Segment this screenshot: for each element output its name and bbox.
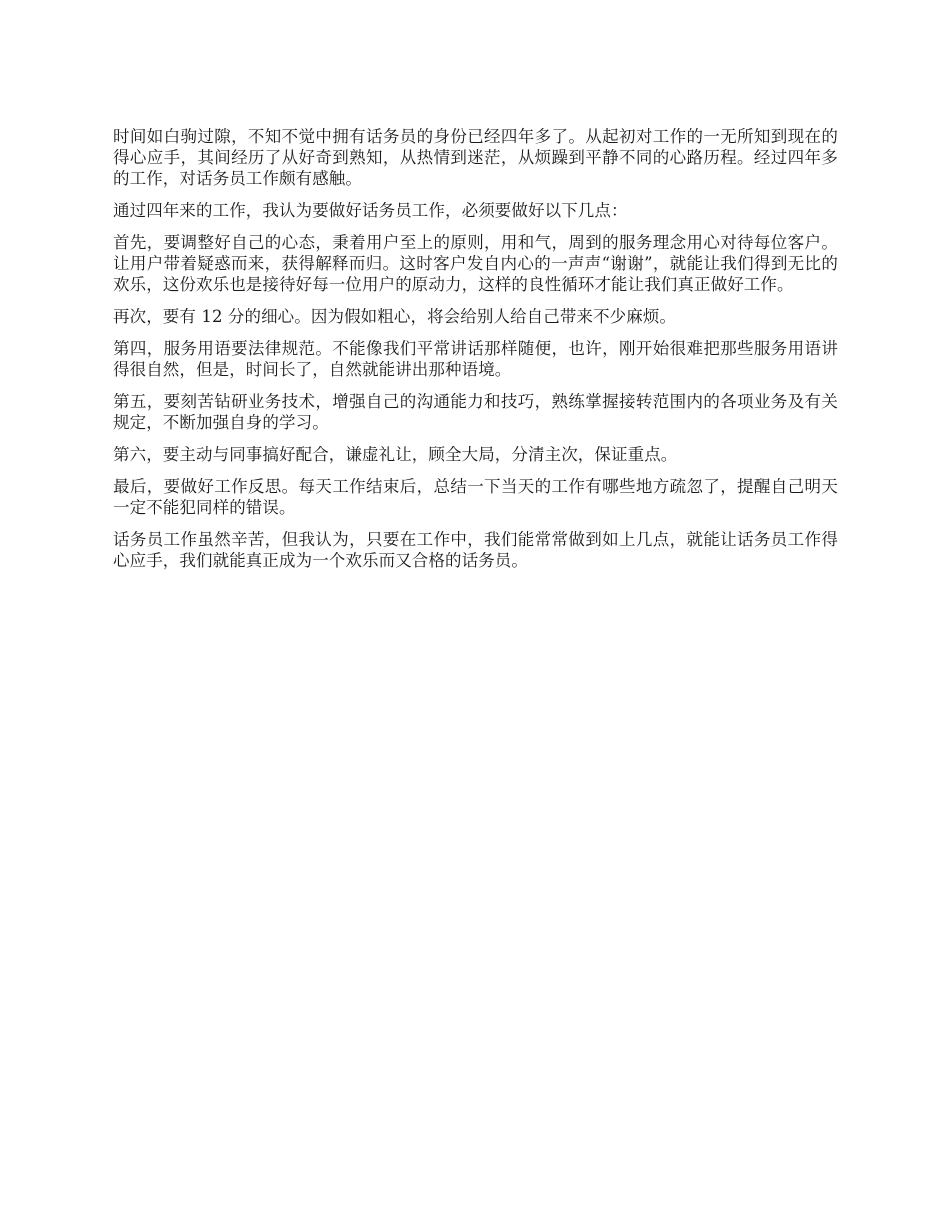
paragraph-fourth-point: 第四，服务用语要法律规范。不能像我们平常讲话那样随便，也许，刚开始很难把那些服务用语讲得很自然，但是，时间长了，自然就能讲出那种语境。 <box>113 339 838 379</box>
paragraph-first-point: 首先，要调整好自己的心态，秉着用户至上的原则，用和气，周到的服务理念用心对待每位客户。让用户带着疑惑而来，获得解释而归。这时客户发自内心的一声声“谢谢”，就能让我们得到无比的欢乐，这份欢乐也是接待好每一位用户的原动力，这样的良性循环才能让我们真正做好工作。 <box>113 233 838 294</box>
paragraph-fifth-point: 第五，要刻苦钻研业务技术，增强自己的沟通能力和技巧，熟练掌握接转范围内的各项业务及有关规定，不断加强自身的学习。 <box>113 392 838 432</box>
paragraph-points-lead: 通过四年来的工作，我认为要做好话务员工作，必须要做好以下几点： <box>113 201 628 220</box>
paragraph-last-point: 最后，要做好工作反思。每天工作结束后，总结一下当天的工作有哪些地方疏忽了，提醒自己明天一定不能犯同样的错误。 <box>113 477 838 517</box>
paragraph-second-point: 再次，要有 12 分的细心。因为假如粗心，将会给别人给自己带来不少麻烦。 <box>113 307 677 326</box>
paragraph-conclusion: 话务员工作虽然辛苦，但我认为，只要在工作中，我们能常常做到如上几点，就能让话务员工作得心应手，我们就能真正成为一个欢乐而又合格的话务员。 <box>113 530 838 570</box>
paragraph-intro: 时间如白驹过隙，不知不觉中拥有话务员的身份已经四年多了。从起初对工作的一无所知到现在的得心应手，其间经历了从好奇到熟知，从热情到迷茫，从烦躁到平静不同的心路历程。经过四年多的工作，对话务员工作颇有感触。 <box>113 127 838 188</box>
paragraph-sixth-point: 第六，要主动与同事搞好配合，谦虚礼让，顾全大局，分清主次，保证重点。 <box>113 445 678 464</box>
